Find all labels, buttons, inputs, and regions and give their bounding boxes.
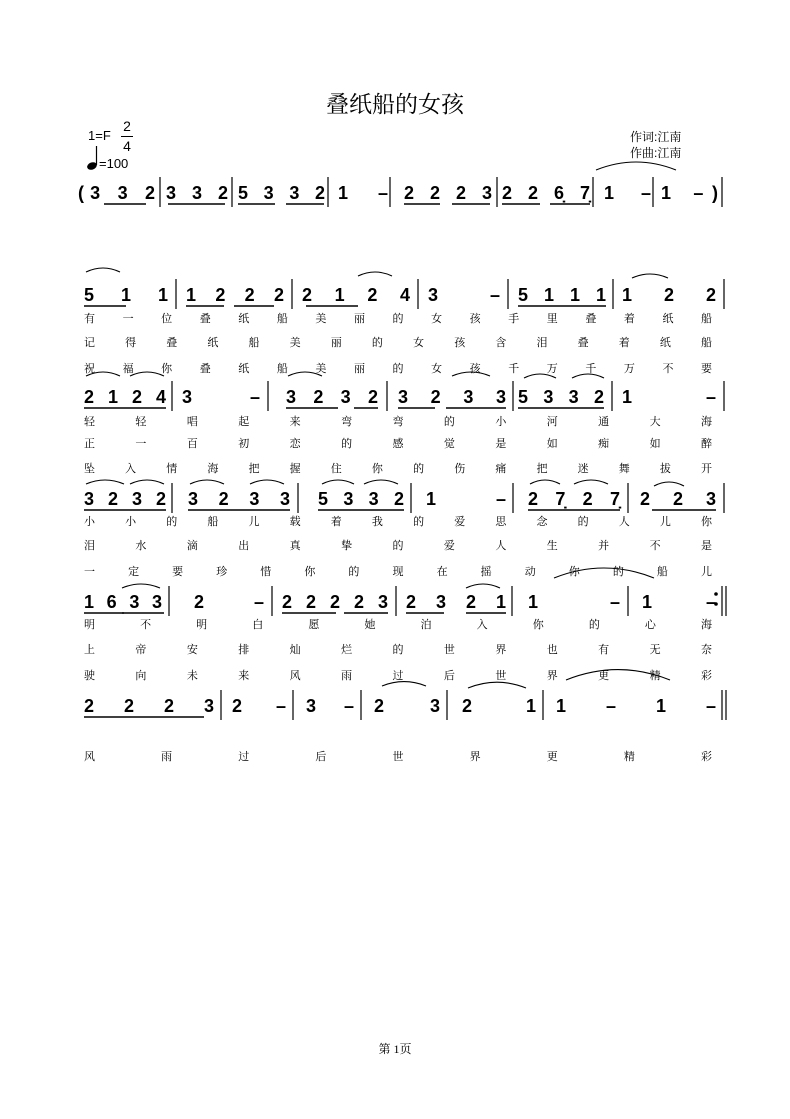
lyric-row: [84, 749, 712, 763]
lyric-char: 载: [289, 515, 301, 528]
slur-arc: [250, 480, 284, 484]
lyric-char: 痴: [598, 437, 610, 450]
lyric-char: 起: [238, 415, 250, 428]
lyric-char: 的: [413, 515, 425, 528]
lyric-char: 纸: [238, 362, 250, 375]
lyric-char: 位: [161, 312, 173, 325]
measure-notes: 5 3 3 2: [238, 183, 325, 203]
lyric-char: 风: [84, 750, 95, 763]
lyric-char: 心: [644, 618, 656, 631]
slur-arc: [322, 480, 354, 484]
lyric-char: 轻: [135, 415, 147, 428]
lyric-char: 女: [413, 336, 425, 349]
lyric-char: 孩: [469, 362, 481, 375]
lyric-char: 纸: [662, 312, 674, 325]
lyric-row: [84, 414, 712, 428]
lyric-char: 精: [649, 669, 661, 682]
lyric-char: 一: [135, 437, 147, 450]
lyric-char: 不: [649, 539, 661, 552]
lyric-char: 的: [612, 565, 624, 578]
slur-arc: [530, 480, 560, 484]
lyric-char: 船: [207, 515, 219, 528]
lyric-char: 里: [546, 312, 558, 325]
lyric-char: 的: [392, 312, 404, 325]
lyric-char: 明: [196, 618, 208, 631]
lyric-row: [84, 361, 712, 375]
lyric-char: 在: [436, 565, 448, 578]
measure-notes: 5 3 3 2: [518, 387, 604, 407]
lyric-char: 醉: [701, 437, 712, 450]
lyric-char: 丽: [353, 312, 365, 325]
lyric-char: 轻: [84, 415, 95, 428]
lyric-char: 的: [166, 515, 178, 528]
lyric-char: 也: [546, 643, 558, 656]
lyric-char: 的: [392, 362, 404, 375]
lyric-row: [84, 436, 713, 450]
lyric-char: 一: [84, 565, 95, 578]
song-title: 叠纸船的女孩: [326, 92, 464, 118]
slur-arc: [596, 162, 676, 170]
measure-notes: 1 –: [604, 183, 651, 203]
lyric-char: 纸: [659, 336, 671, 349]
lyric-char: 她: [364, 618, 376, 631]
lyric-char: 入: [125, 462, 137, 475]
lyric-char: 河: [546, 415, 558, 428]
lyric-char: 彩: [701, 669, 712, 682]
lyric-char: 灿: [289, 643, 301, 656]
slur-arc: [86, 480, 124, 484]
lyric-char: 女: [431, 362, 443, 375]
measure-notes: 2 2 2 3: [84, 696, 214, 716]
lyric-char: 界: [495, 643, 507, 656]
measure-notes: 2 2 2 2 3: [282, 592, 388, 612]
measure-notes: 2 2 2 3: [404, 183, 492, 203]
measure-notes: (3 3 2: [78, 183, 155, 203]
lyric-char: 雨: [161, 750, 173, 763]
lyric-char: 后: [315, 750, 327, 763]
slur-arc: [364, 480, 398, 484]
measure-notes: 1 –: [338, 183, 388, 203]
lyric-char: 要: [172, 565, 184, 578]
lyric-char: 是: [495, 437, 507, 450]
lyric-char: 有: [598, 643, 610, 656]
time-signature-top: 2: [123, 118, 131, 134]
lyric-char: 是: [701, 539, 712, 552]
lyric-char: 的: [392, 643, 404, 656]
lyric-char: 美: [315, 362, 327, 375]
lyric-char: 叠: [585, 312, 597, 325]
measure-notes: 2 1 2 4: [84, 387, 166, 407]
lyric-char: 帝: [135, 643, 147, 656]
lyric-char: 驶: [84, 669, 95, 682]
lyric-char: 雨: [341, 669, 353, 682]
lyric-char: 安: [186, 643, 198, 656]
lyric-char: 世: [495, 669, 507, 682]
lyric-char: 儿: [659, 515, 671, 528]
lyric-char: 出: [238, 539, 250, 552]
lyric-char: 丽: [353, 362, 365, 375]
lyric-char: 迷: [577, 462, 589, 475]
lyric-char: 的: [443, 415, 455, 428]
lyric-char: 痛: [495, 462, 507, 475]
lyric-char: 思: [495, 515, 507, 528]
lyric-char: 握: [289, 462, 301, 475]
lyric-char: 船: [248, 336, 260, 349]
lyric-char: 叠: [166, 336, 178, 349]
tempo-value: =100: [99, 156, 129, 171]
lyric-char: 海: [207, 462, 219, 475]
measure-notes: 1 –: [622, 387, 716, 407]
lyric-char: 初: [238, 437, 250, 450]
lyric-row: [84, 642, 712, 656]
lyric-char: 摇: [480, 565, 492, 578]
lyric-char: 船: [701, 312, 712, 325]
lyric-char: 着: [618, 336, 630, 349]
lyric-char: 排: [238, 643, 250, 656]
lyric-char: 叠: [199, 312, 211, 325]
lyric-char: 情: [166, 462, 178, 475]
lyric-char: 泪: [536, 336, 548, 349]
lyric-char: 世: [443, 643, 455, 656]
lyric-char: 船: [656, 565, 668, 578]
measure-notes: 1 6 3 3: [84, 592, 162, 612]
lyric-char: 白: [252, 618, 264, 631]
measure-notes: 3 2 3 3: [188, 489, 290, 509]
lyric-char: 一: [122, 312, 134, 325]
measure-notes: 2 1 2 4: [302, 285, 410, 305]
slur-arc: [574, 480, 608, 484]
lyricist-credit: 作词:江南: [630, 130, 682, 144]
measure-notes: 3 –: [306, 696, 354, 716]
lyric-char: 上: [84, 643, 95, 656]
lyric-row: [84, 461, 712, 475]
lyric-char: 孩: [469, 312, 481, 325]
measure-notes: 1 –: [528, 592, 620, 612]
lyric-char: 界: [469, 750, 481, 763]
lyric-char: 爱: [443, 539, 455, 552]
lyric-char: 人: [618, 515, 630, 528]
measure-notes: 3 –: [182, 387, 260, 407]
lyric-char: 愿: [308, 618, 320, 631]
lyric-char: 正: [84, 437, 95, 450]
lyric-char: 记: [84, 336, 95, 349]
lyric-char: 觉: [443, 437, 455, 450]
lyric-char: 我: [371, 515, 383, 528]
lyric-char: 爱: [454, 515, 466, 528]
measure-notes: 3 3 2: [166, 183, 228, 203]
lyric-char: 来: [289, 415, 301, 428]
slur-arc: [122, 584, 160, 588]
lyric-char: 真: [289, 539, 301, 552]
lyric-char: 女: [431, 312, 443, 325]
lyric-char: 界: [546, 669, 558, 682]
lyric-char: 如: [546, 437, 558, 450]
lyric-char: 坠: [84, 462, 95, 475]
lyric-char: 的: [348, 565, 360, 578]
lyric-char: 滴: [186, 539, 198, 552]
measure-notes: 2 1: [462, 696, 536, 716]
lyric-char: 你: [532, 618, 544, 631]
lyric-char: 更: [598, 669, 610, 682]
lyric-char: 恋: [289, 437, 301, 450]
lyric-char: 着: [623, 312, 635, 325]
lyric-char: 现: [392, 565, 404, 578]
lyric-char: 明: [84, 618, 95, 631]
lyric-char: 小: [84, 515, 95, 528]
lyric-char: 把: [536, 462, 548, 475]
measure-notes: 2 7̣ 2 7̣: [528, 489, 620, 509]
slur-arc: [466, 584, 500, 588]
lyric-char: 你: [304, 565, 316, 578]
measure-notes: 3 2 3 2: [84, 489, 166, 509]
lyric-char: 弯: [341, 415, 353, 428]
measure-notes: 2 2 3: [640, 489, 716, 509]
lyric-char: 如: [649, 437, 661, 450]
lyric-char: 人: [495, 539, 507, 552]
lyric-char: 通: [598, 415, 610, 428]
lyric-char: 烂: [341, 643, 353, 656]
lyric-char: 无: [649, 643, 661, 656]
lyric-char: 开: [701, 462, 712, 475]
lyric-char: 后: [443, 669, 455, 682]
lyric-char: 泪: [84, 539, 95, 552]
lyric-char: 叠: [577, 336, 589, 349]
lyric-char: 你: [371, 462, 383, 475]
lyric-char: 的: [413, 462, 425, 475]
lyric-char: 海: [701, 415, 712, 428]
lyric-char: 叠: [199, 362, 211, 375]
measure-notes: 1 –: [426, 489, 506, 509]
lyric-char: 定: [128, 565, 140, 578]
lyric-char: 祝: [84, 362, 95, 375]
slur-arc: [130, 480, 164, 484]
lyric-char: 的: [341, 437, 353, 450]
measure-notes: 1 –: [642, 592, 716, 612]
lyric-row: [84, 538, 712, 552]
lyric-char: 要: [701, 362, 712, 375]
measure-notes: 3 2 3 2: [286, 387, 378, 407]
lyric-row: [84, 564, 712, 578]
lyric-char: 的: [392, 539, 404, 552]
lyric-char: 住: [330, 462, 342, 475]
lyric-char: 向: [135, 669, 147, 682]
slur-arc: [632, 274, 668, 278]
lyric-char: 未: [186, 669, 198, 682]
lyric-char: 有: [84, 312, 95, 325]
measure-notes: 2 3 2 1: [406, 592, 506, 612]
measure-notes: 2 –: [194, 592, 264, 612]
lyric-char: 拔: [659, 462, 671, 475]
lyric-char: 来: [238, 669, 250, 682]
lyric-char: 船: [701, 336, 712, 349]
lyric-row: [84, 514, 713, 528]
lyric-char: 纸: [207, 336, 219, 349]
lyric-char: 你: [701, 515, 712, 528]
slur-arc: [86, 268, 120, 272]
lyric-char: 万: [623, 362, 635, 375]
measure-notes: 1 2 2 2: [186, 285, 284, 305]
lyric-char: 福: [122, 362, 134, 375]
slur-arc: [130, 372, 164, 376]
lyric-char: 舞: [618, 462, 630, 475]
lyric-char: 纸: [238, 312, 250, 325]
lyric-char: 唱: [186, 415, 198, 428]
lyric-char: 生: [546, 539, 558, 552]
lyric-char: 彩: [701, 750, 712, 763]
composer-credit: 作曲:江南: [630, 146, 682, 160]
slur-arc: [468, 682, 526, 688]
measure-notes: 1 –): [661, 183, 718, 203]
lyric-char: 儿: [701, 565, 713, 578]
measure-notes: 5 3 3 2: [318, 489, 404, 509]
lyric-char: 你: [568, 565, 580, 578]
lyric-char: 更: [546, 750, 558, 763]
measure-notes: 2 2 6̣ 7̣: [502, 183, 590, 203]
lyric-char: 精: [623, 750, 635, 763]
measure-notes: 5 1 1: [84, 285, 168, 305]
lyric-char: 的: [577, 515, 589, 528]
lyric-char: 感: [392, 437, 404, 450]
lyric-char: 的: [371, 336, 383, 349]
lyric-char: 不: [662, 362, 674, 375]
lyric-char: 海: [701, 618, 712, 631]
slur-arc: [358, 272, 392, 276]
lyric-char: 伤: [454, 462, 466, 475]
lyric-char: 过: [238, 750, 250, 763]
lyric-char: 挚: [341, 539, 353, 552]
lyric-char: 不: [140, 618, 152, 631]
page-number: 第 1页: [378, 1042, 412, 1056]
lyric-char: 念: [536, 515, 548, 528]
lyric-char: 的: [588, 618, 600, 631]
lyric-char: 儿: [248, 515, 260, 528]
lyric-char: 世: [392, 750, 404, 763]
lyric-char: 动: [524, 565, 536, 578]
lyric-char: 小: [125, 515, 137, 528]
measure-notes: 2 –: [232, 696, 286, 716]
lyric-char: 惜: [260, 565, 272, 578]
lyric-char: 珍: [216, 565, 228, 578]
lyric-char: 美: [289, 336, 301, 349]
measure-notes: 1 2 2: [622, 285, 716, 305]
time-signature-bottom: 4: [123, 138, 131, 154]
lyric-char: 奈: [701, 643, 712, 656]
slur-arc: [382, 682, 426, 686]
lyric-char: 万: [546, 362, 558, 375]
lyric-char: 船: [276, 312, 288, 325]
lyric-char: 你: [161, 362, 173, 375]
slur-arc: [190, 480, 224, 484]
lyric-char: 得: [125, 336, 137, 349]
slur-arc: [654, 482, 684, 486]
lyric-char: 美: [315, 312, 327, 325]
lyric-char: 小: [495, 415, 507, 428]
lyric-char: 孩: [454, 336, 466, 349]
measure-notes: 5 1 1 1: [518, 285, 606, 305]
lyric-char: 弯: [392, 415, 404, 428]
lyric-char: 手: [508, 312, 520, 325]
measure-notes: 2 3: [374, 696, 440, 716]
lyric-char: 百: [186, 437, 198, 450]
lyric-char: 水: [135, 539, 147, 552]
lyric-char: 把: [248, 462, 260, 475]
lyric-char: 丽: [330, 336, 342, 349]
measure-notes: 1 – 1 –: [556, 696, 716, 716]
lyric-char: 入: [476, 618, 488, 631]
lyric-char: 船: [276, 362, 288, 375]
lyric-row: [84, 335, 712, 349]
key-signature: 1=F: [88, 128, 111, 143]
lyric-char: 大: [649, 415, 661, 428]
lyric-char: 千: [508, 362, 520, 375]
lyric-char: 并: [598, 539, 610, 552]
lyric-char: 着: [330, 515, 342, 528]
lyric-char: 过: [392, 669, 404, 682]
lyric-row: [84, 617, 712, 631]
lyric-char: 千: [585, 362, 597, 375]
measure-notes: 3 –: [428, 285, 500, 305]
lyric-char: 风: [289, 669, 301, 682]
measure-notes: 3 2 3 3: [398, 387, 506, 407]
lyric-char: 泊: [420, 618, 432, 631]
lyric-row: [84, 311, 712, 325]
lyric-char: 含: [495, 336, 507, 349]
